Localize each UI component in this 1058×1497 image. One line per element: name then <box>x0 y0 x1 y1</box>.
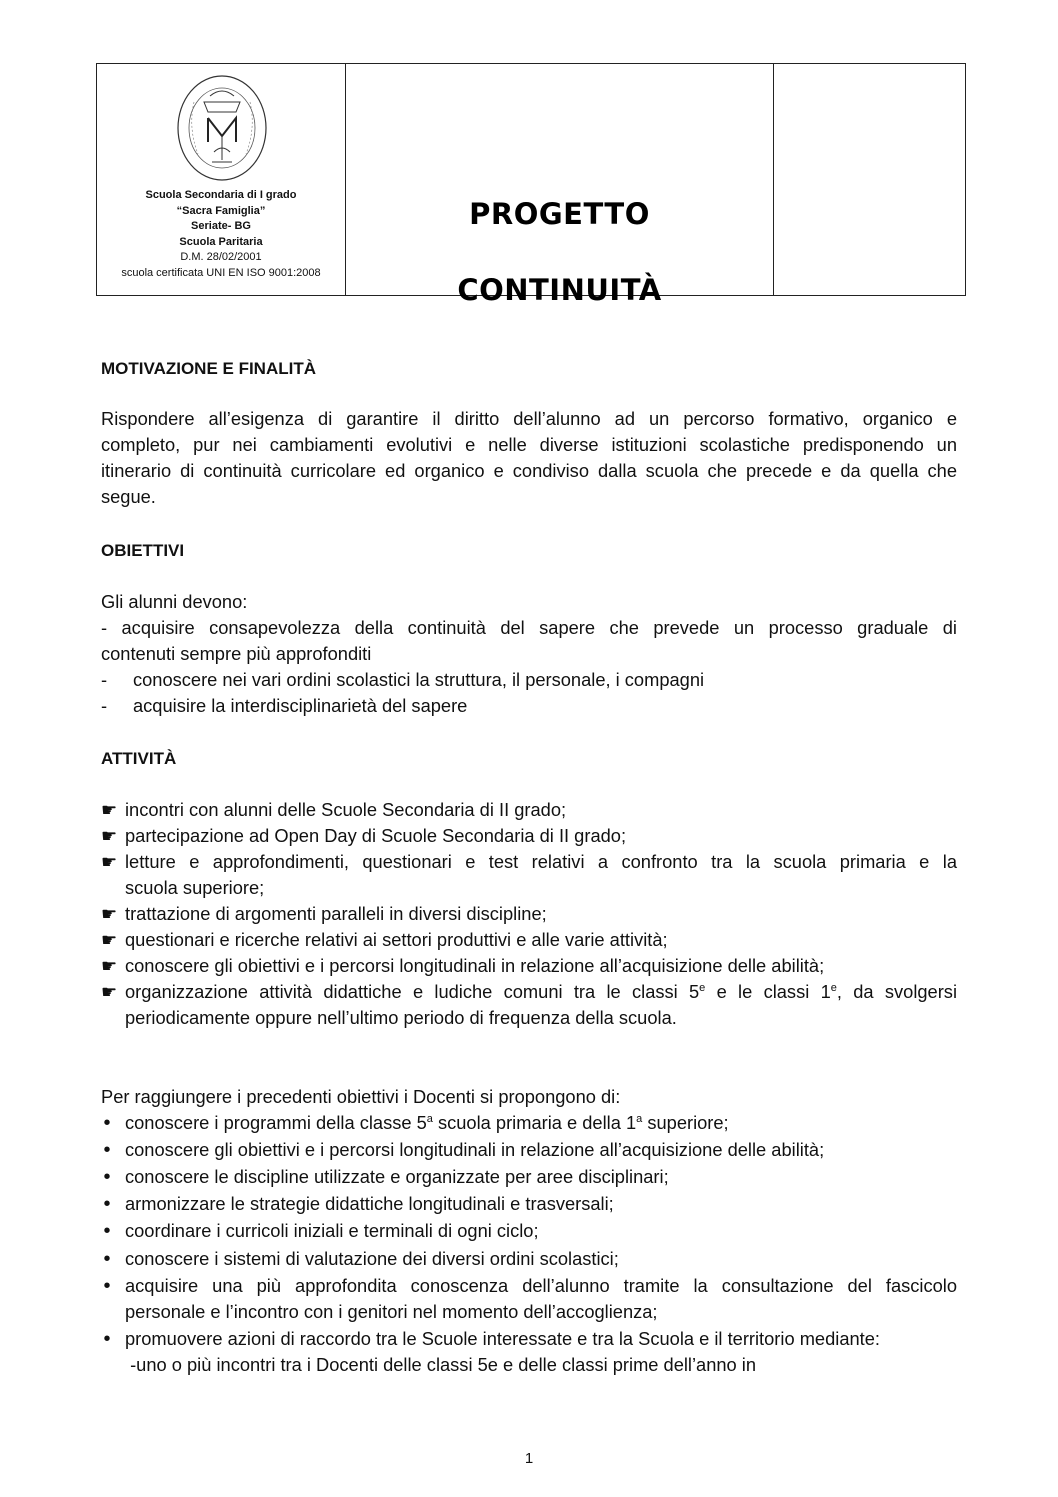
text-run: scuola primaria e della 1 <box>432 1112 637 1133</box>
docenti-item: conoscere gli obiettivi e i percorsi longitudinali in relazione all’acquisizione delle abilità; <box>125 1139 825 1160</box>
section-heading-motivazione: MOTIVAZIONE E FINALITÀ <box>101 359 317 378</box>
docenti-item: conoscere le discipline utilizzate e organizzate per aree disciplinari; <box>125 1166 669 1187</box>
school-seal-logo <box>164 72 280 184</box>
docenti-item: conoscere i sistemi di valutazione dei diversi ordini scolastici; <box>125 1248 619 1269</box>
paragraph-line: completo, pur nei cambiamenti evolutivi e nelle diverse istituzioni scolastiche predisponendo un <box>101 434 957 455</box>
paragraph-line: Rispondere all’esigenza di garantire il diritto dell’alunno ad un percorso formativo, organico e <box>101 408 957 429</box>
document-title-line2: CONTINUITÀ <box>457 273 662 307</box>
docenti-item: coordinare i curricoli iniziali e terminali di ogni ciclo; <box>125 1220 539 1241</box>
dash-marker: - <box>101 695 108 716</box>
school-line: D.M. 28/02/2001 <box>180 251 262 263</box>
pointing-hand-icon: ☛ <box>101 826 118 846</box>
pointing-hand-icon: ☛ <box>101 800 118 820</box>
obiettivi-item: contenuti sempre più approfonditi <box>101 643 372 664</box>
superscript: a <box>636 1112 643 1125</box>
attivita-item: trattazione di argomenti paralleli in diversi discipline; <box>125 903 547 924</box>
text-run: organizzazione attività didattiche e ludiche comuni tra le classi 5 <box>125 981 700 1002</box>
title-cell <box>346 64 774 307</box>
attivita-item: incontri con alunni delle Scuole Secondaria di II grado; <box>125 799 567 820</box>
obiettivi-item: acquisire la interdisciplinarietà del sapere <box>133 695 468 716</box>
section-heading-obiettivi: OBIETTIVI <box>101 541 185 560</box>
header-table <box>96 63 966 307</box>
superscript: e <box>699 981 706 994</box>
docenti-item: armonizzare le strategie didattiche longitudinali e trasversali; <box>125 1193 614 1214</box>
text-run: e le classi 1 <box>705 981 831 1002</box>
docenti-item: -uno o più incontri tra i Docenti delle classi 5e e delle classi prime dell’anno in <box>125 1354 757 1375</box>
school-info <box>97 188 345 281</box>
bullet-icon: • <box>103 1193 111 1215</box>
superscript: a <box>426 1112 433 1125</box>
paragraph-line: segue. <box>101 486 156 507</box>
paragraph-line: itinerario di continuità curricolare ed organico e condiviso dalla scuola che precede e da quella che <box>101 460 957 481</box>
page-number: 1 <box>524 1450 534 1467</box>
pointing-hand-icon: ☛ <box>101 956 118 976</box>
text-run: conoscere i programmi della classe 5 <box>125 1112 427 1133</box>
attivita-item: questionari e ricerche relativi ai settori produttivi e alle varie attività; <box>125 929 668 950</box>
attivita-item: scuola superiore; <box>125 877 265 898</box>
pointing-hand-icon: ☛ <box>101 930 118 950</box>
attivita-item <box>125 979 957 1005</box>
attivita-item: partecipazione ad Open Day di Scuole Secondaria di II grado; <box>125 825 627 846</box>
bullet-icon: • <box>103 1328 111 1350</box>
document-title-line1: PROGETTO <box>469 197 650 231</box>
text-run: , da svolgersi <box>836 981 958 1002</box>
obiettivi-item: - acquisire consapevolezza della continuità del sapere che prevede un processo graduale di <box>101 617 957 638</box>
dash-marker: - <box>101 669 108 690</box>
bullet-icon: • <box>103 1139 111 1161</box>
school-line: Scuola Paritaria <box>179 235 263 248</box>
school-line: “Sacra Famiglia” <box>176 204 266 217</box>
school-line: Seriate- BG <box>191 220 251 232</box>
attivita-item: conoscere gli obiettivi e i percorsi longitudinali in relazione all’acquisizione delle abilità; <box>125 955 825 976</box>
school-line: scuola certificata UNI EN ISO 9001:2008 <box>121 266 321 279</box>
docenti-item: acquisire una più approfondita conoscenza dell’alunno tramite la consultazione del fascicolo <box>125 1275 957 1296</box>
obiettivi-item: conoscere nei vari ordini scolastici la struttura, il personale, i compagni <box>133 669 705 690</box>
bullet-icon: • <box>103 1248 111 1270</box>
obiettivi-intro: Gli alunni devono: <box>101 591 248 612</box>
bullet-icon: • <box>103 1275 111 1297</box>
bullet-icon: • <box>103 1166 111 1188</box>
pointing-hand-icon: ☛ <box>101 904 118 924</box>
docenti-item: promuovere azioni di raccordo tra le Scuole interessate e tra la Scuola e il territorio mediante: <box>125 1328 880 1349</box>
superscript: e <box>830 981 837 994</box>
section-heading-attivita: ATTIVITÀ <box>101 749 177 768</box>
attivita-item: letture e approfondimenti, questionari e test relativi a confronto tra la scuola primaria e la <box>125 851 957 872</box>
bullet-icon: • <box>103 1220 111 1242</box>
docenti-item: personale e l’incontro con i genitori nel momento dell’accoglienza; <box>125 1301 658 1322</box>
school-line: Scuola Secondaria di I grado <box>145 189 297 201</box>
text-run: superiore; <box>642 1112 729 1133</box>
attivita-item: periodicamente oppure nell’ultimo periodo di frequenza della scuola. <box>125 1007 677 1028</box>
docenti-item <box>125 1110 957 1136</box>
bullet-icon: • <box>103 1112 111 1134</box>
empty-cell <box>774 64 965 295</box>
docenti-intro: Per raggiungere i precedenti obiettivi i Docenti si propongono di: <box>101 1086 621 1107</box>
pointing-hand-icon: ☛ <box>101 982 118 1002</box>
school-cell <box>97 64 346 295</box>
pointing-hand-icon: ☛ <box>101 852 118 872</box>
